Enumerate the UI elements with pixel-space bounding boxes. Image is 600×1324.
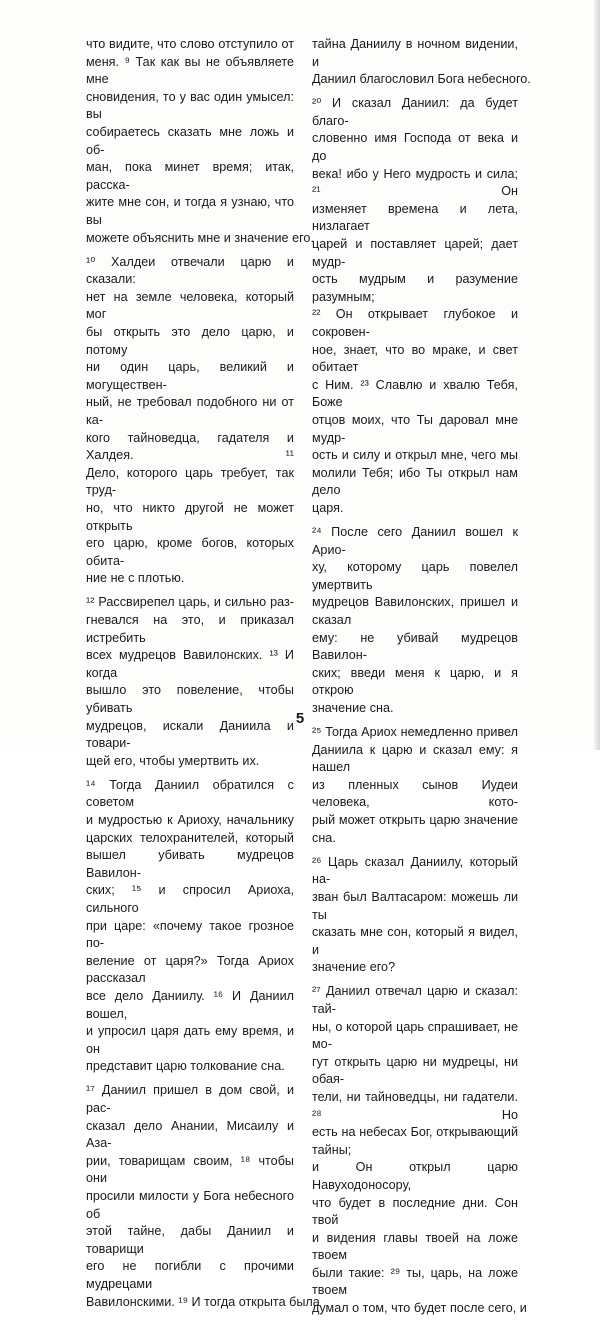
text-line: отцов моих, что Ты даровал мне мудр- — [312, 412, 518, 445]
text-line: молили Тебя; ибо Ты открыл нам дело — [312, 465, 518, 498]
text-line: собираетесь сказать мне ложь и об- — [86, 124, 294, 157]
text-line: тели, ни тайноведцы, ни гадатели. ²⁸ Но — [312, 1089, 518, 1122]
text-line: ²⁶ Царь сказал Даниилу, который на- — [312, 854, 518, 887]
text-line: из пленных сынов Иудеи человека, кото- — [312, 777, 518, 810]
text-line: мудрецов Вавилонских, пришел и сказал — [312, 595, 518, 627]
text-line: представит царю толкование сна. — [86, 1059, 285, 1074]
text-line: есть на небесах Бог, открывающий тайны; — [312, 1125, 518, 1157]
text-line: тайна Даниилу в ночном видении, и — [312, 37, 518, 69]
text-line: значение его? — [312, 960, 396, 975]
text-line: ны, о которой царь спрашивает, не мо- — [312, 1019, 518, 1052]
verse-paragraph — [312, 95, 518, 517]
text-line: жите мне сон, и тогда я узнаю, что вы — [86, 195, 294, 227]
text-line: ный, не требовал подобного ни от ка- — [86, 395, 294, 427]
text-line: рый может открыть царю значение — [312, 813, 518, 828]
verse-paragraph — [86, 254, 294, 588]
text-line: зван был Валтасаром: можешь ли ты — [312, 889, 518, 922]
text-line: Вавилонскими. ¹⁹ И тогда открыта была — [86, 1294, 320, 1309]
page-edge-shadow — [594, 0, 600, 750]
text-line: его царю, кроме богов, которых обита- — [86, 536, 294, 568]
text-line: с Ним. ²³ Славлю и хвалю Тебя, Боже — [312, 377, 518, 410]
text-line: его не погибли с прочими мудрецами — [86, 1259, 294, 1291]
left-column — [86, 36, 320, 1318]
text-line: царей и поставляет царей; дает мудр- — [312, 237, 518, 269]
text-line: и упросил царя дать ему время, и он — [86, 1024, 294, 1056]
page-number: 5 — [295, 710, 305, 727]
text-line: века! ибо у Него мудрость и сила; ²¹ Он — [312, 166, 518, 199]
text-line: можете объяснить мне и значение его. — [86, 230, 314, 245]
verse-paragraph — [86, 1082, 320, 1311]
verse-paragraph — [312, 524, 518, 718]
text-line: бы открыть это дело царю, и потому — [86, 325, 294, 357]
text-line: ²² Он открывает глубокое и сокровен- — [312, 307, 518, 339]
text-line: Даниил благословил Бога небесного. — [312, 72, 531, 87]
right-column — [312, 36, 531, 1324]
text-line: сновидения, то у вас один умысел: вы — [86, 89, 294, 122]
text-line: при царе: «почему такое грозное по- — [86, 918, 294, 951]
text-line: щей его, чтобы умертвить их. — [86, 753, 260, 768]
text-line: просили милости у Бога небесного об — [86, 1189, 294, 1221]
verse-paragraph — [312, 983, 527, 1317]
text-line: веление от царя?» Тогда Ариох рассказал — [86, 953, 294, 986]
text-line: что видите, что слово отступило от — [86, 37, 294, 51]
text-line: всех мудрецов Вавилонских. ¹³ И когда — [86, 648, 294, 680]
text-line: сказать мне сон, который я видел, и — [312, 925, 518, 957]
text-line: Дело, которого царь требует, так труд- — [86, 465, 294, 498]
text-line: ¹² Рассвирепел царь, и сильно раз- — [86, 595, 294, 610]
text-line: меня. ⁹ Так как вы не объявляете мне — [86, 54, 294, 87]
text-line: ху, которому царь повелел умертвить — [312, 560, 518, 592]
text-line: ние не с плотью. — [86, 571, 185, 586]
text-line: рии, товарищам своим, ¹⁸ чтобы они — [86, 1153, 294, 1186]
verse-paragraph — [312, 36, 531, 89]
text-line: сказал дело Анании, Мисаилу и Аза- — [86, 1118, 294, 1151]
text-line: царских телохранителей, который — [86, 830, 294, 845]
text-line: значение сна. — [312, 700, 394, 715]
text-line: ¹⁴ Тогда Даниил обратился с советом — [86, 777, 294, 810]
text-line: ¹⁷ Даниил пришел в дом свой, и рас- — [86, 1083, 294, 1116]
text-line: ное, знает, что во мраке, и свет обитает — [312, 342, 518, 375]
text-line: гут открыть царю ни мудрецы, ни обая- — [312, 1054, 518, 1087]
text-line: ²⁷ Даниил отвечал царю и сказал: тай- — [312, 984, 518, 1016]
text-line: и Он открыл царю Навуходоносору, — [312, 1160, 518, 1192]
text-line: кого тайноведца, гадателя и Халдея. ¹¹ — [86, 430, 294, 463]
text-line: ¹⁰ Халдеи отвечали царю и сказали: — [86, 254, 294, 287]
text-line: вышел убивать мудрецов Вавилон- — [86, 848, 294, 880]
text-line: мудрецов, искали Даниила и товари- — [86, 718, 294, 751]
text-line: ²⁴ После сего Даниил вошел к Арио- — [312, 525, 518, 557]
text-line: сна. — [312, 830, 336, 845]
text-line: ²⁰ И сказал Даниил: да будет благо- — [312, 96, 518, 128]
text-line: царя. — [312, 500, 344, 515]
text-line: ских; ¹⁵ и спросил Ариоха, сильного — [86, 883, 294, 915]
text-line: нет на земле человека, который мог — [86, 289, 294, 322]
text-line: и видения главы твоей на ложе твоем — [312, 1230, 518, 1263]
text-line: Даниила к царю и сказал ему: я нашел — [312, 742, 518, 775]
text-line: что будет в последние дни. Сон твой — [312, 1195, 518, 1228]
text-line: и мудростью к Ариоху, начальнику — [86, 813, 294, 828]
text-line: думал о том, что будет после сего, и — [312, 1301, 527, 1316]
text-line: ость мудрым и разумение разумным; — [312, 272, 518, 304]
text-line: ему: не убивай мудрецов Вавилон- — [312, 630, 518, 663]
text-line: словенно имя Господа от века и до — [312, 131, 518, 164]
text-line: ских; введи меня к царю, и я открою — [312, 665, 518, 698]
verse-paragraph — [312, 854, 518, 977]
verse-paragraph — [86, 777, 294, 1076]
text-line: ость и силу и открыл мне, чего мы — [312, 448, 518, 463]
text-line: гневался на это, и приказал истребить — [86, 613, 294, 645]
text-line: ²⁵ Тогда Ариох немедленно привел — [312, 725, 518, 740]
text-line: ни один царь, великий и могуществен- — [86, 360, 294, 392]
text-line: изменяет времена и лета, низлагает — [312, 201, 518, 234]
verse-paragraph — [312, 724, 518, 847]
text-line: этой тайне, дабы Даниил и товарищи — [86, 1224, 294, 1256]
text-line: но, что никто другой не может открыть — [86, 500, 294, 533]
text-line: ман, пока минет время; итак, расска- — [86, 160, 294, 192]
text-line: все дело Даниилу. ¹⁶ И Даниил вошел, — [86, 988, 294, 1021]
verse-paragraph — [86, 36, 314, 247]
text-line: были такие: ²⁹ ты, царь, на ложе твоем — [312, 1265, 518, 1298]
verse-paragraph — [86, 594, 294, 770]
text-line: вышло это повеление, чтобы убивать — [86, 683, 294, 715]
